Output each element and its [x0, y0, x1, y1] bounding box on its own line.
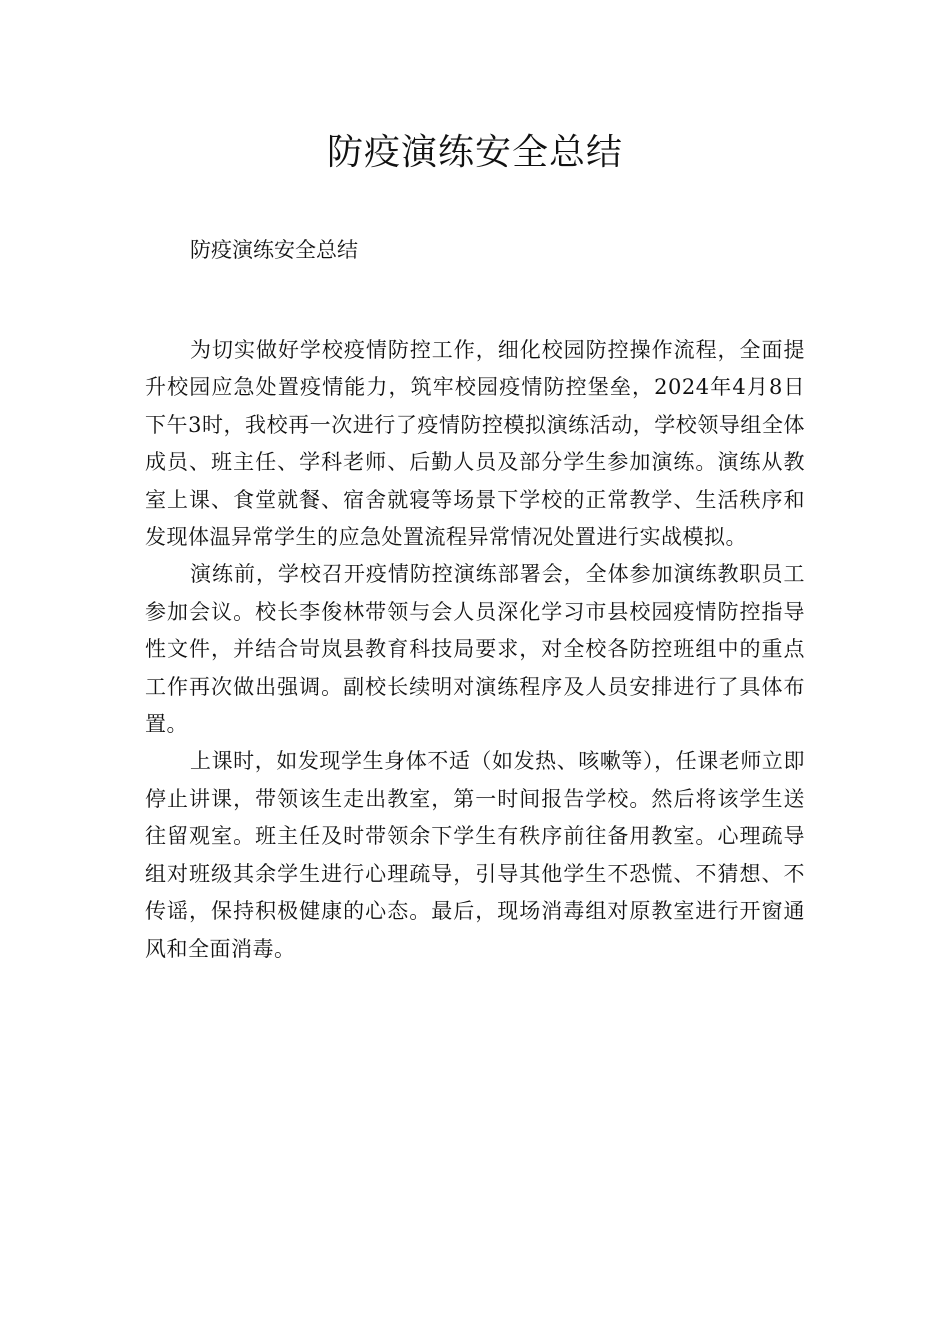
document-body — [145, 332, 805, 968]
paragraph-1: 为切实做好学校疫情防控工作，细化校园防控操作流程，全面提升校园应急处置疫情能力，筑牢校园疫情防控堡垒，2024年4月8日下午3时，我校再一次进行了疫情防控模拟演练活动，学校领导组全体成员、班主任、学科老师、后勤人员及部分学生参加演练。演练从教室上课、食堂就餐、宿舍就寝等场景下学校的正常教学、生活秩序和发现体温异常学生的应急处置流程异常情况处置进行实战模拟。 — [145, 338, 805, 550]
paragraph-3: 上课时，如发现学生身体不适（如发热、咳嗽等），任课老师立即停止讲课，带领该生走出教室，第一时间报告学校。然后将该学生送往留观室。班主任及时带领余下学生有秩序前往备用教室。心理疏导组对班级其余学生进行心理疏导，引导其他学生不恐慌、不猜想、不传谣，保持积极健康的心态。最后，现场消毒组对原教室进行开窗通风和全面消毒。 — [145, 749, 805, 961]
document-subtitle: 防疫演练安全总结 — [190, 238, 358, 262]
document-title: 防疫演练安全总结 — [326, 132, 623, 173]
paragraph-2: 演练前，学校召开疫情防控演练部署会，全体参加演练教职员工参加会议。校长李俊林带领与会人员深化学习市县校园疫情防控指导性文件，并结合岢岚县教育科技局要求，对全校各防控班组中的重点工作再次做出强调。副校长续明对演练程序及人员安排进行了具体布置。 — [145, 562, 805, 737]
